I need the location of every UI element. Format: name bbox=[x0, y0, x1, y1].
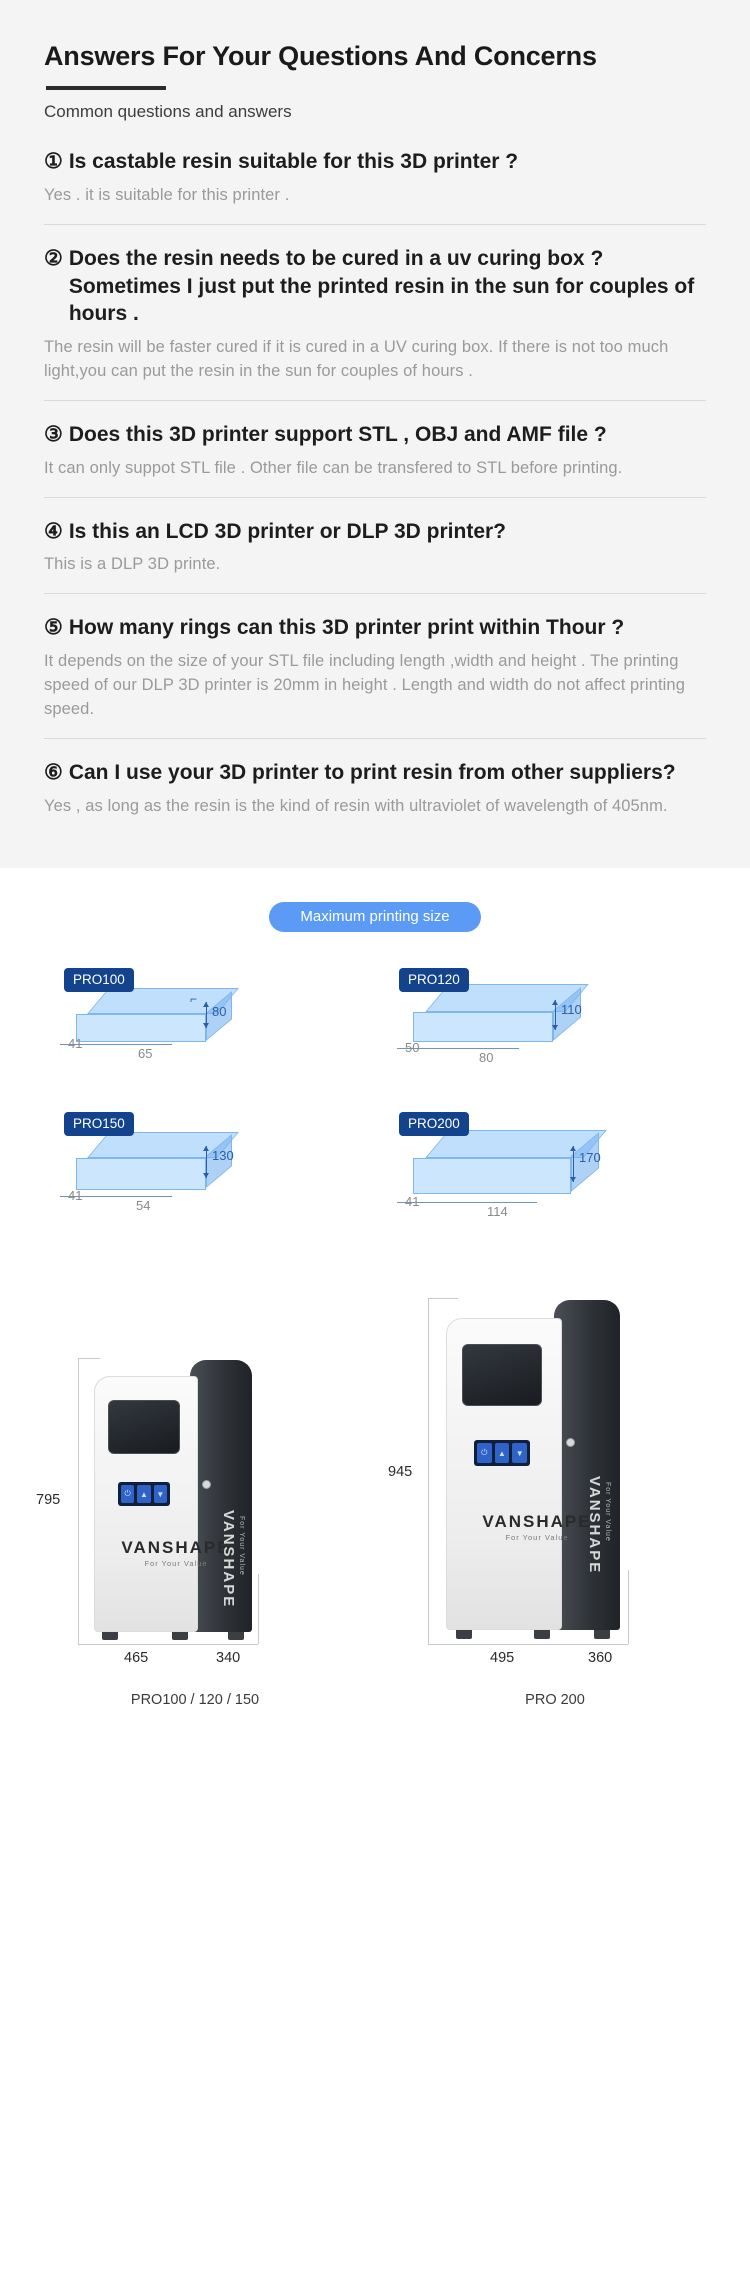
print-volume-box bbox=[405, 984, 615, 1062]
dim-height: 80 bbox=[212, 1004, 227, 1020]
printer-caption: PRO100 / 120 / 150 bbox=[130, 1692, 260, 1709]
faq-number: ③ bbox=[44, 423, 63, 447]
printer-dimensions-section bbox=[0, 1258, 750, 1709]
height-arrow bbox=[206, 1002, 207, 1028]
height-arrow bbox=[555, 1000, 556, 1030]
dim-width: 114 bbox=[487, 1204, 508, 1220]
dim-depth: 41 bbox=[68, 1036, 83, 1052]
printer-viewing-window bbox=[108, 1400, 180, 1454]
printing-size-grid bbox=[0, 954, 750, 1240]
dim-height-label: 945 bbox=[388, 1464, 413, 1481]
depth-guide-line bbox=[258, 1574, 259, 1644]
brand-tagline: For Your Value bbox=[144, 1559, 208, 1569]
model-tag: PRO120 bbox=[399, 968, 469, 992]
printing-size-section bbox=[0, 868, 750, 1258]
dim-depth: 41 bbox=[405, 1194, 420, 1210]
printer-rear-shell bbox=[554, 1300, 620, 1630]
printer-card-pro100-120-150 bbox=[20, 1274, 370, 1709]
dim-height: 110 bbox=[561, 1002, 582, 1018]
side-brand-tagline: For Your Value bbox=[604, 1482, 611, 1543]
printer-foot bbox=[228, 1632, 244, 1640]
brand-tagline: For Your Value bbox=[505, 1533, 569, 1543]
faq-question bbox=[44, 148, 706, 176]
dim-depth-label: 360 bbox=[588, 1650, 613, 1667]
faq-question bbox=[44, 245, 706, 328]
top-guide-line bbox=[428, 1298, 458, 1299]
faq-answer: It depends on the size of your STL file including length ,width and height . The printing speed of our DLP 3D printer is 20mm in height . Length and width do not affect printing speed. bbox=[44, 652, 685, 718]
faq-question-text: Is this an LCD 3D printer or DLP 3D printer? bbox=[68, 519, 507, 543]
faq-question-text: How many rings can this 3D printer print within Thour ? bbox=[68, 616, 625, 640]
up-key[interactable]: ▲ bbox=[137, 1485, 150, 1503]
faq-question bbox=[44, 614, 706, 642]
faq-question-text: Is castable resin suitable for this 3D printer ? bbox=[68, 150, 519, 174]
dim-width: 65 bbox=[138, 1046, 153, 1062]
up-key[interactable]: ▲ bbox=[495, 1443, 510, 1463]
side-brand-name: VANSHAPE bbox=[586, 1476, 603, 1575]
page-title: Answers For Your Questions And Concerns bbox=[44, 41, 597, 71]
printer-foot bbox=[456, 1630, 472, 1639]
printer-foot bbox=[102, 1632, 118, 1640]
height-guide-line bbox=[428, 1298, 429, 1644]
model-tag: PRO100 bbox=[64, 968, 134, 992]
dim-height: 130 bbox=[212, 1148, 234, 1164]
height-arrow bbox=[573, 1146, 574, 1182]
faq-question bbox=[44, 421, 706, 449]
max-printing-size-badge: Maximum printing size bbox=[269, 902, 481, 932]
height-arrow bbox=[206, 1146, 207, 1178]
faq-item bbox=[44, 225, 706, 401]
faq-question bbox=[44, 518, 706, 546]
printing-size-card-pro150 bbox=[40, 1102, 375, 1240]
down-key[interactable]: ▼ bbox=[512, 1443, 527, 1463]
dim-depth-label: 340 bbox=[216, 1650, 241, 1667]
faq-item bbox=[44, 498, 706, 595]
title-divider bbox=[46, 86, 166, 90]
print-volume-box bbox=[405, 1130, 625, 1216]
down-key[interactable]: ▼ bbox=[154, 1485, 167, 1503]
print-volume-box bbox=[70, 988, 270, 1058]
faq-question bbox=[44, 759, 706, 787]
printing-size-card-pro200 bbox=[375, 1102, 710, 1240]
top-guide-line bbox=[78, 1358, 100, 1359]
printer-control-panel[interactable] bbox=[474, 1440, 530, 1466]
brand-name: VANSHAPE bbox=[121, 1538, 231, 1558]
height-guide-line bbox=[78, 1358, 79, 1644]
faq-answer: Yes . it is suitable for this printer . bbox=[44, 186, 290, 205]
dim-width-label: 465 bbox=[124, 1650, 149, 1667]
dim-width-label: 495 bbox=[490, 1650, 515, 1667]
bottom-guide-line bbox=[428, 1644, 628, 1645]
bottom-guide-line bbox=[78, 1644, 258, 1645]
dim-height: 170 bbox=[579, 1150, 601, 1166]
printer-foot bbox=[594, 1630, 610, 1639]
printer-foot bbox=[534, 1630, 550, 1639]
faq-section bbox=[0, 0, 750, 868]
power-key[interactable]: ⏻ bbox=[477, 1443, 492, 1463]
faq-answer: It can only suppot STL file . Other file can be transfered to STL before printing. bbox=[44, 458, 623, 477]
faq-item bbox=[44, 128, 706, 225]
print-volume-box bbox=[70, 1132, 270, 1212]
dim-height-label: 795 bbox=[36, 1492, 61, 1509]
brand-name: VANSHAPE bbox=[482, 1512, 592, 1532]
model-tag: PRO150 bbox=[64, 1112, 134, 1136]
faq-number: ① bbox=[44, 150, 63, 174]
printer-caption: PRO 200 bbox=[525, 1692, 585, 1709]
faq-question-text: Does this 3D printer support STL , OBJ and AMF file ? bbox=[68, 423, 607, 447]
power-key[interactable]: ⏻ bbox=[121, 1485, 134, 1503]
faq-number: ② bbox=[44, 247, 63, 271]
printing-size-card-pro100: PRO100 ⌐ 80 65 41 bbox=[40, 954, 375, 1092]
printer-image bbox=[94, 1360, 258, 1644]
faq-question-text: Does the resin needs to be cured in a uv curing box ?Sometimes I just put the printed resin in the sun for couples of hours . bbox=[68, 247, 695, 326]
faq-answer: This is a DLP 3D printe. bbox=[44, 555, 221, 574]
faq-subtitle: Common questions and answers bbox=[44, 102, 292, 122]
side-brand-name: VANSHAPE bbox=[220, 1510, 237, 1609]
printer-image bbox=[446, 1300, 628, 1644]
faq-answer: The resin will be faster cured if it is cured in a UV curing box. If there is not too much light,you can put the resin in the sun for couples of hours . bbox=[44, 338, 669, 381]
printer-foot bbox=[172, 1632, 188, 1640]
faq-number: ④ bbox=[44, 519, 63, 543]
faq-number: ⑤ bbox=[44, 616, 63, 640]
side-brand-tagline: For Your Value bbox=[238, 1516, 245, 1577]
dim-width: 80 bbox=[479, 1050, 494, 1066]
faq-item bbox=[44, 401, 706, 498]
faq-number: ⑥ bbox=[44, 760, 63, 784]
dim-depth: 50 bbox=[405, 1040, 420, 1056]
printing-size-card-pro120 bbox=[375, 954, 710, 1092]
faq-answer: Yes , as long as the resin is the kind of resin with ultraviolet of wavelength of 405nm. bbox=[44, 796, 668, 815]
faq-item bbox=[44, 739, 706, 835]
printer-viewing-window bbox=[462, 1344, 542, 1406]
depth-guide-line bbox=[628, 1570, 629, 1644]
printer-control-panel[interactable] bbox=[118, 1482, 170, 1506]
model-tag: PRO200 bbox=[399, 1112, 469, 1136]
dim-width: 54 bbox=[136, 1198, 151, 1214]
faq-item bbox=[44, 594, 706, 738]
dim-depth: 41 bbox=[68, 1188, 83, 1204]
faq-question-text: Can I use your 3D printer to print resin from other suppliers? bbox=[68, 760, 676, 784]
printer-card-pro200 bbox=[380, 1274, 730, 1709]
